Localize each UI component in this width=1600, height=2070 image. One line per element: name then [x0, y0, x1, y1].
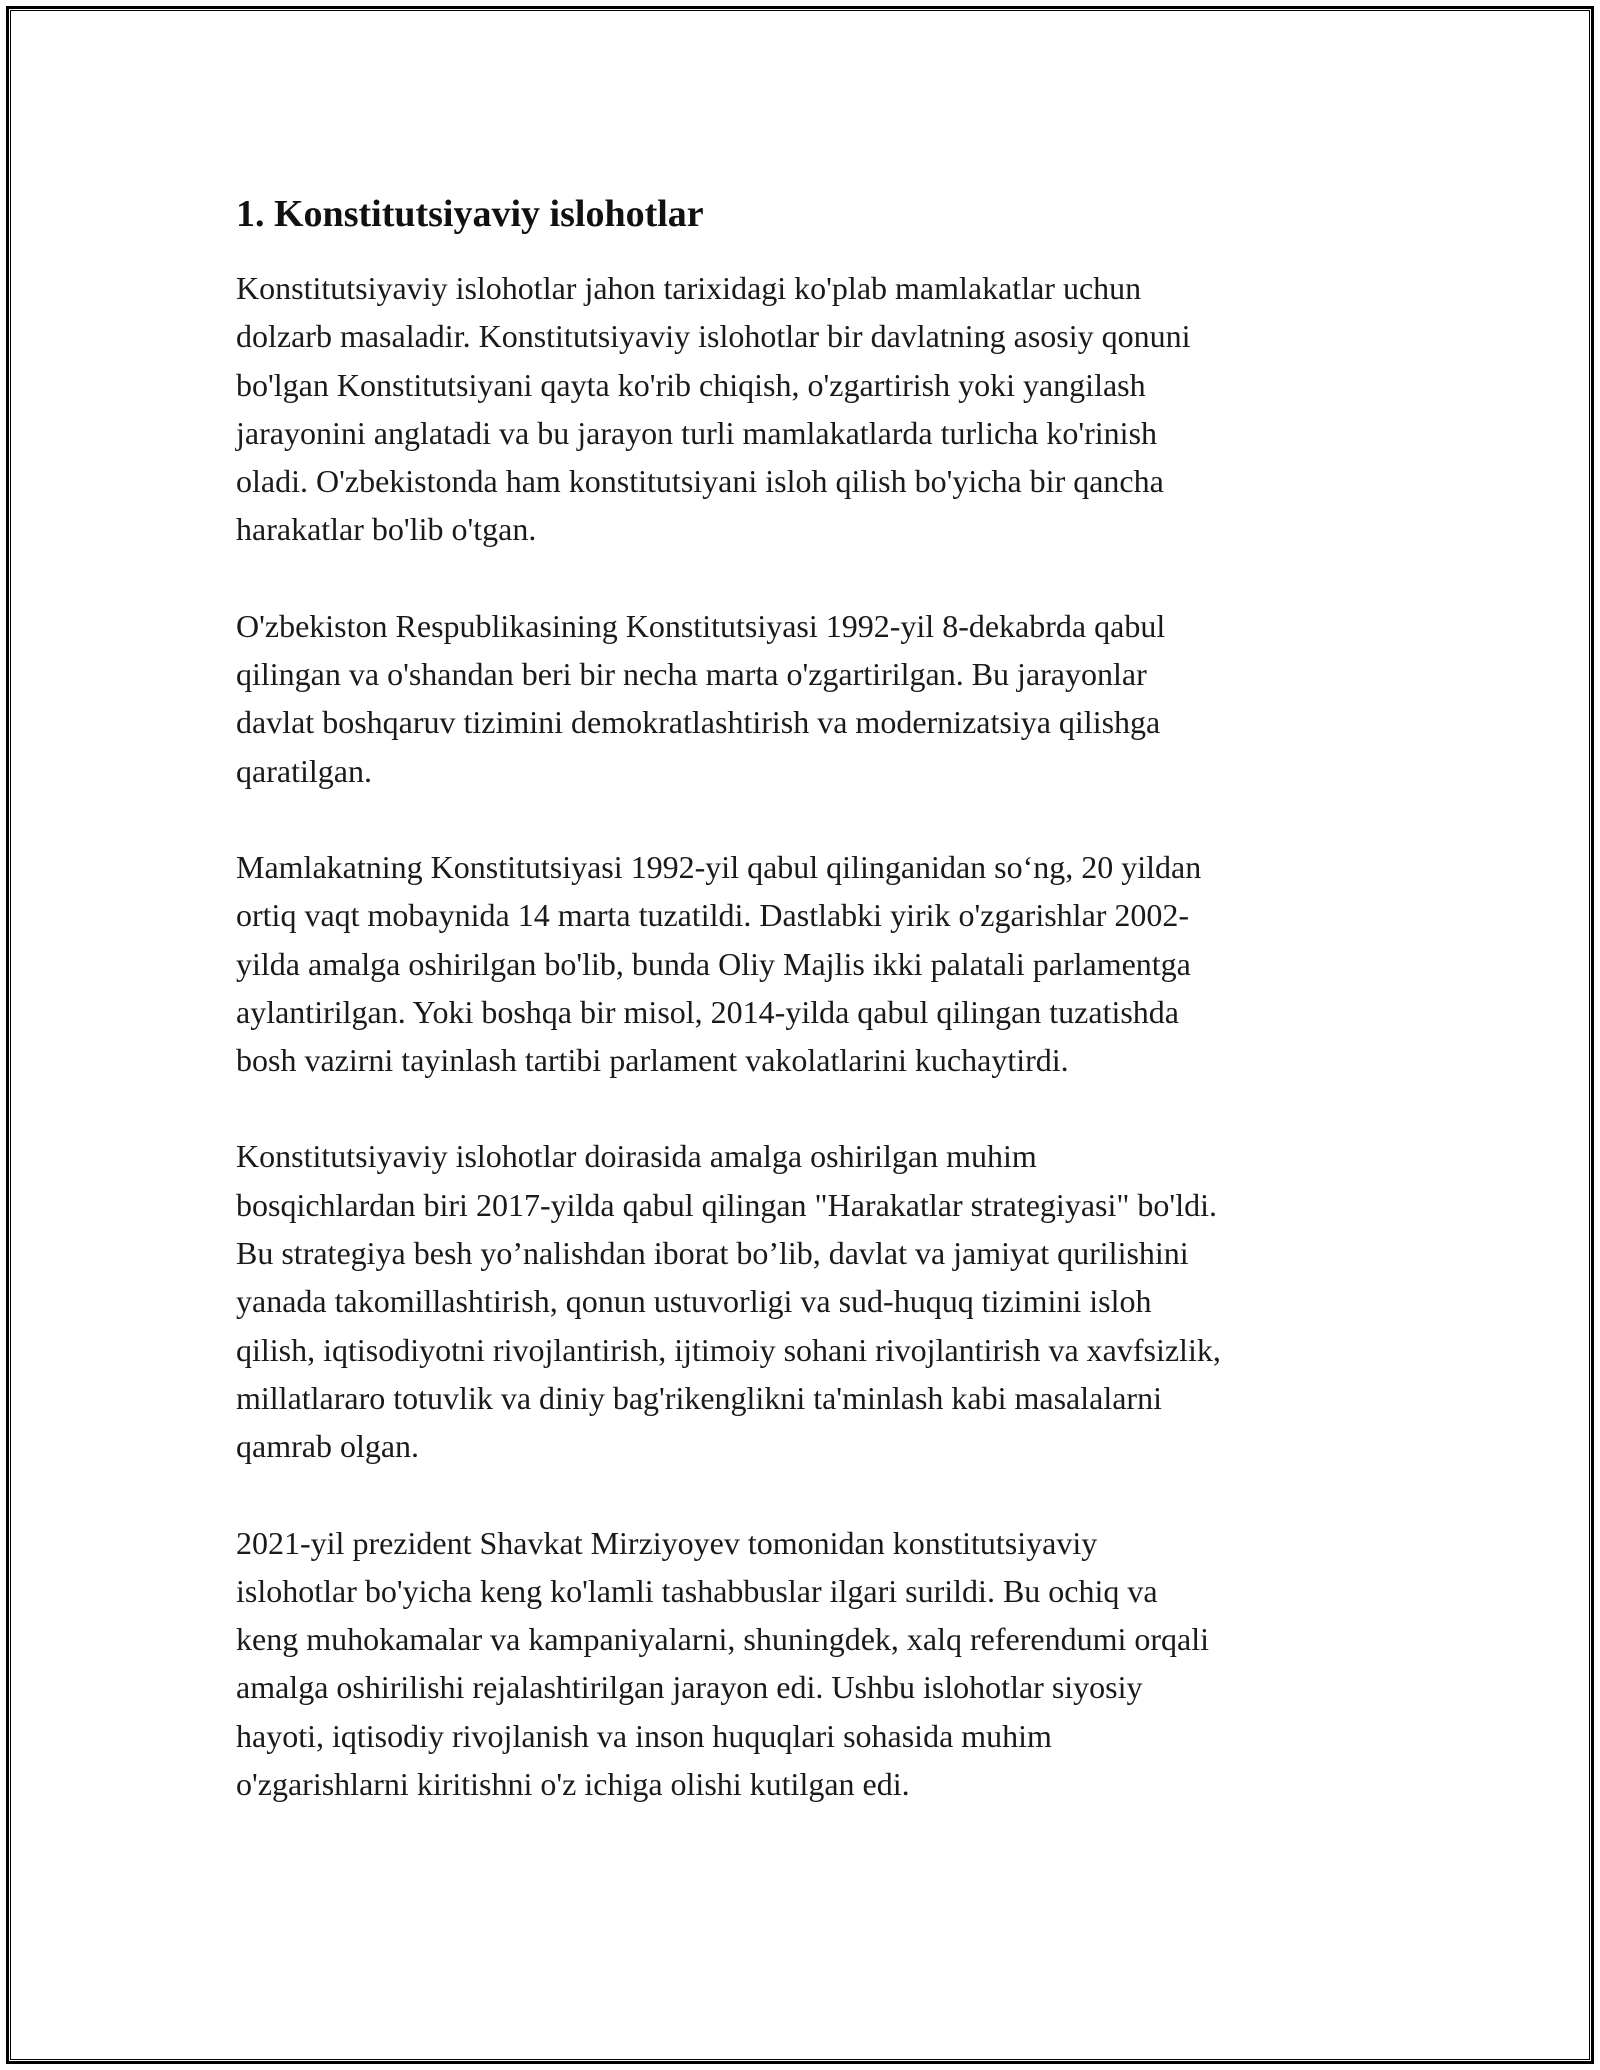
paragraph-action-strategy: Konstitutsiyaviy islohotlar doirasida amalga oshirilgan muhim bosqichlardan biri 2017-yilda qabul qilingan "Harakatlar strategiyasi" bo'ldi. Bu strategiya besh yo’nalishdan iborat bo’lib, davlat va jamiyat qurilishini yanada takomillashtirish, qonun ustuvorligi va sud-huquq tizimini isloh qilish, iqtisodiyotni rivojlantirish, ijtimoiy sohani rivojlantirish va xavfsizlik, millatlararo totuvlik va diniy bag'rikenglikni ta'minlash kabi masalalarni qamrab olgan. — [236, 1138, 1221, 1465]
paragraph-constitution-1992: O'zbekiston Respublikasining Konstitutsiyasi 1992-yil 8-dekabrda qabul qilingan va o'shandan beri bir necha marta o'zgartirilgan. Bu jarayonlar davlat boshqaruv tizimini demokratlashtirish va modernizatsiya qilishga qaratilgan. — [236, 607, 1166, 789]
paragraph-2021-reforms: 2021-yil prezident Shavkat Mirziyoyev tomonidan konstitutsiyaviy islohotlar bo'yicha keng ko'lamli tashabbuslar ilgari surildi. Bu ochiq va keng muhokamalar va kampaniyalarni, shuningdek, xalq referendumi orqali amalga oshirilishi rejalashtirilgan jarayon edi. Ushbu islohotlar siyosiy hayoti, iqtisodiy rivojlanish va inson huquqlari sohasida muhim o'zgarishlarni kiritishni o'z ichiga olishi kutilgan edi. — [236, 1524, 1210, 1803]
section-heading: 1. Konstitutsiyaviy islohotlar — [236, 193, 704, 235]
paragraph-amendments: Mamlakatning Konstitutsiyasi 1992-yil qabul qilinganidan so‘ng, 20 yildan ortiq vaqt mobaynida 14 marta tuzatildi. Dastlabki yirik o'zgarishlar 2002- yilda amalga oshirilgan bo'lib, bunda Oliy Majlis ikki palatali parlamentga aylantirilgan. Yoki boshqa bir misol, 2014-yilda qabul qilingan tuzatishda bosh vazirni tayinlash tartibi parlament vakolatlarini kuchaytirdi. — [236, 848, 1202, 1079]
document-body — [236, 186, 1376, 1856]
paragraph-intro: Konstitutsiyaviy islohotlar jahon tarixidagi ko'plab mamlakatlar uchun dolzarb masaladir. Konstitutsiyaviy islohotlar bir davlatning asosiy qonuni bo'lgan Konstitutsiyani qayta ko'rib chiqish, o'zgartirish yoki yangilash jarayonini anglatadi va bu jarayon turli mamlakatlarda turlicha ko'rinish oladi. O'zbekistonda ham konstitutsiyani isloh qilish bo'yicha bir qancha harakatlar bo'lib o'tgan. — [236, 270, 1191, 548]
